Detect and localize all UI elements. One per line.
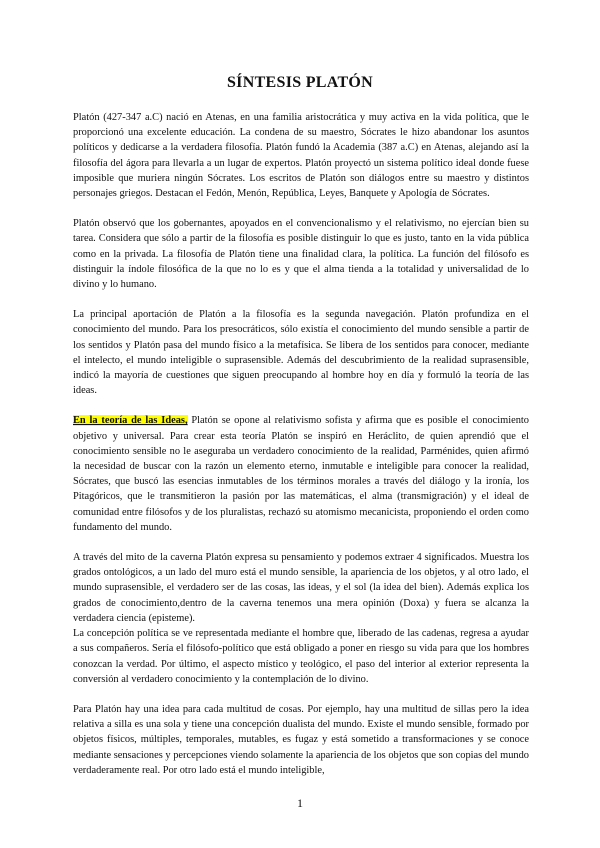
paragraph-cave-myth: A través del mito de la caverna Platón expresa su pensamiento y podemos extraer 4 significados. Muestra los grados ontológicos, a un lado del muro está el mundo sensible, la apariencia de los objetos, y al otro lado, el mundo suprasensible, el verdadero ser de las cosas, las ideas, y el sol (la idea del bien). Además explica los grados de conocimiento,dentro de la caverna tenemos una mera opinión (Doxa) y fuera se alcanza la verdadera ciencia (episteme). (73, 552, 529, 624)
document-body (73, 110, 529, 793)
page-number: 1 (297, 796, 303, 810)
paragraph-political-conception: La concepción política se ve representada mediante el hombre que, liberado de las cadenas, regresa a ayudar a sus compañeros. Sería el filósofo-político que está obligado a poner en riesgo su vida para que los hombres conozcan la verdad. Por último, el aspecto místico y teológico, el paso del interior al exterior representa la conversión al verdadero conocimiento y la contemplación de lo divino. (73, 628, 529, 685)
theory-of-ideas-text: Platón se opone al relativismo sofista y afirma que es posible el conocimiento objetivo y universal. Para crear esta teoría Platón se inspiró en Heráclito, de quien aprendió que el conocimiento sensible no le aseguraba un verdadero conocimiento de la realidad, Parménides, quien afirmó la necesidad de buscar con la razón un elemento eterno, inmutable e inteligible para conocer la realidad, Sócrates, que buscó las esencias inmutables de los términos morales a través del diálogo y la ironía, los Pitagóricos, que le transmitieron la pasión por las matemáticas, el alma (transmigración) y el ideal de comunidad entre filósofos y de los pluralistas, rechazó su atomismo mecanicista, proponiendo el orden como fundamento del mundo. (73, 415, 529, 533)
page-title: SÍNTESIS PLATÓN (226, 74, 374, 91)
paragraph-theory-of-ideas (73, 413, 529, 535)
paragraph-dualism: Para Platón hay una idea para cada multitud de cosas. Por ejemplo, hay una multitud de sillas pero la idea relativa a silla es una sola y tiene una concepción dualista del mundo. Existe el mundo sensible, formado por objetos físicos, múltiples, temporales, mutables, es fugaz y está sometido a transformaciones y se conoce mediante sensaciones y percepciones viendo solamente la apariencia de los objetos que son copias del mundo verdaderamente real. Por otro lado está el mundo inteligible, (73, 703, 529, 776)
paragraph-politics-purpose: Platón observó que los gobernantes, apoyados en el convencionalismo y el relativismo, no ejercían bien su tarea. Considera que sólo a partir de la filosofía es posible distinguir lo que es justo, tanto en la vida pública como en la privada. La filosofía de Platón tiene una finalidad clara, la política. La función del filósofo es distinguir la índole filosófica de la que no lo es y que el alma tienda a la totalidad y universalidad de lo divino y lo humano. (73, 218, 529, 291)
paragraph-biography: Platón (427-347 a.C) nació en Atenas, en una familia aristocrática y muy activa en la vida política, que le proporcionó una excelente educación. La condena de su maestro, Sócrates le hizo abandonar los asuntos políticos y dedicarse a la verdadera filosofía. Platón fundó la Academia (387 a.C) en Atenas, alejando así la filosofía del ágora para llevarla a un lugar de expertos. Platón proyectó un sistema político ideal donde fuese imposible que muriera ningún Sócrates. Los escritos de Platón son diálogos entre su maestro y distintos personajes griegos. Destacan el Fedón, Menón, República, Leyes, Banquete y Apología de Sócrates. (73, 112, 529, 200)
paragraph-second-navigation: La principal aportación de Platón a la filosofía es la segunda navegación. Platón profundiza en el conocimiento del mundo. Para los presocráticos, sólo existía el conocimiento del mundo sensible a partir de los sentidos y Platón pasa del mundo físico a la metafísica. Se libera de los sentidos para conocer, mediante el intelecto, el mundo inteligible o suprasensible. Además del descubrimiento de la realidad suprasensible, indicó la mayoría de cuestiones que siguen preocupando al hombre hoy en día y formuló la teoría de las ideas. (73, 309, 529, 397)
highlighted-heading: En la teoría de las Ideas, (73, 415, 188, 427)
